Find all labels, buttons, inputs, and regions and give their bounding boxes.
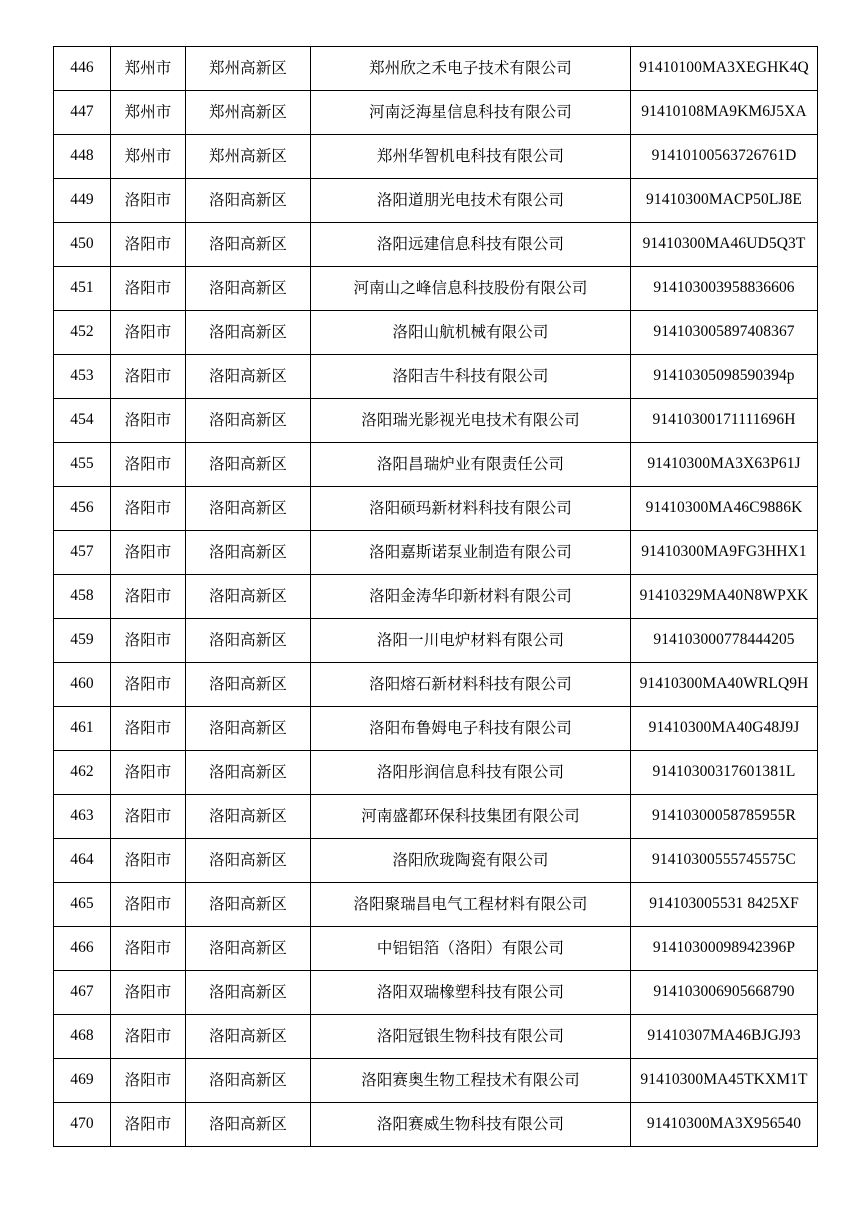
cell-credit-code: 914103003958836606: [631, 267, 818, 311]
cell-city: 洛阳市: [111, 399, 186, 443]
cell-city: 洛阳市: [111, 1059, 186, 1103]
cell-company-name: 河南山之峰信息科技股份有限公司: [311, 267, 631, 311]
cell-credit-code: 91410300058785955R: [631, 795, 818, 839]
cell-index: 458: [54, 575, 111, 619]
cell-city: 洛阳市: [111, 839, 186, 883]
cell-company-name: 洛阳瑞光影视光电技术有限公司: [311, 399, 631, 443]
cell-index: 467: [54, 971, 111, 1015]
cell-district: 洛阳高新区: [186, 751, 311, 795]
table-row: [54, 47, 818, 91]
cell-city: 洛阳市: [111, 971, 186, 1015]
cell-company-name: 郑州欣之禾电子技术有限公司: [311, 47, 631, 91]
cell-city: 郑州市: [111, 91, 186, 135]
cell-city: 洛阳市: [111, 531, 186, 575]
cell-index: 459: [54, 619, 111, 663]
cell-district: 洛阳高新区: [186, 1015, 311, 1059]
cell-district: 洛阳高新区: [186, 355, 311, 399]
cell-credit-code: 91410305098590394p: [631, 355, 818, 399]
cell-company-name: 河南泛海星信息科技有限公司: [311, 91, 631, 135]
cell-district: 洛阳高新区: [186, 179, 311, 223]
cell-company-name: 河南盛都环保科技集团有限公司: [311, 795, 631, 839]
cell-company-name: 洛阳一川电炉材料有限公司: [311, 619, 631, 663]
cell-district: 洛阳高新区: [186, 575, 311, 619]
cell-district: 郑州高新区: [186, 135, 311, 179]
cell-index: 456: [54, 487, 111, 531]
cell-company-name: 洛阳山航机械有限公司: [311, 311, 631, 355]
cell-district: 洛阳高新区: [186, 883, 311, 927]
cell-city: 洛阳市: [111, 311, 186, 355]
cell-company-name: 洛阳昌瑞炉业有限责任公司: [311, 443, 631, 487]
cell-company-name: 洛阳聚瑞昌电气工程材料有限公司: [311, 883, 631, 927]
table-row: [54, 839, 818, 883]
cell-district: 洛阳高新区: [186, 971, 311, 1015]
cell-city: 洛阳市: [111, 663, 186, 707]
cell-credit-code: 91410300098942396P: [631, 927, 818, 971]
cell-index: 448: [54, 135, 111, 179]
cell-index: 446: [54, 47, 111, 91]
cell-credit-code: 91410100MA3XEGHK4Q: [631, 47, 818, 91]
cell-index: 461: [54, 707, 111, 751]
cell-city: 洛阳市: [111, 487, 186, 531]
cell-company-name: 洛阳金涛华印新材料有限公司: [311, 575, 631, 619]
cell-company-name: 郑州华智机电科技有限公司: [311, 135, 631, 179]
cell-credit-code: 91410300MA40WRLQ9H: [631, 663, 818, 707]
cell-company-name: 洛阳布鲁姆电子科技有限公司: [311, 707, 631, 751]
cell-company-name: 洛阳赛威生物科技有限公司: [311, 1103, 631, 1147]
cell-company-name: 洛阳双瑞橡塑科技有限公司: [311, 971, 631, 1015]
table-row: [54, 1103, 818, 1147]
cell-company-name: 洛阳冠银生物科技有限公司: [311, 1015, 631, 1059]
cell-credit-code: 91410329MA40N8WPXK: [631, 575, 818, 619]
table-row: [54, 267, 818, 311]
cell-district: 郑州高新区: [186, 91, 311, 135]
cell-credit-code: 91410300MA9FG3HHX1: [631, 531, 818, 575]
cell-credit-code: 91410300MA40G48J9J: [631, 707, 818, 751]
table-row: [54, 311, 818, 355]
company-listing-table: [53, 46, 818, 1147]
cell-credit-code: 91410300317601381L: [631, 751, 818, 795]
cell-district: 洛阳高新区: [186, 1059, 311, 1103]
cell-index: 468: [54, 1015, 111, 1059]
cell-index: 452: [54, 311, 111, 355]
cell-city: 郑州市: [111, 47, 186, 91]
cell-credit-code: 91410300MA3X956540: [631, 1103, 818, 1147]
cell-credit-code: 91410108MA9KM6J5XA: [631, 91, 818, 135]
cell-city: 洛阳市: [111, 355, 186, 399]
table-row: [54, 707, 818, 751]
cell-district: 洛阳高新区: [186, 443, 311, 487]
cell-company-name: 洛阳欣珑陶瓷有限公司: [311, 839, 631, 883]
cell-credit-code: 91410300MA46UD5Q3T: [631, 223, 818, 267]
cell-city: 洛阳市: [111, 179, 186, 223]
table-row: [54, 795, 818, 839]
table-row: [54, 135, 818, 179]
cell-district: 洛阳高新区: [186, 707, 311, 751]
cell-index: 465: [54, 883, 111, 927]
cell-credit-code: 91410300555745575C: [631, 839, 818, 883]
cell-company-name: 洛阳远建信息科技有限公司: [311, 223, 631, 267]
cell-credit-code: 914103006905668790: [631, 971, 818, 1015]
cell-city: 洛阳市: [111, 223, 186, 267]
table-row: [54, 399, 818, 443]
table-row: [54, 487, 818, 531]
table-row: [54, 575, 818, 619]
cell-company-name: 洛阳吉牛科技有限公司: [311, 355, 631, 399]
cell-credit-code: 914103000778444205: [631, 619, 818, 663]
table-row: [54, 1015, 818, 1059]
cell-credit-code: 91410300MA3X63P61J: [631, 443, 818, 487]
cell-city: 洛阳市: [111, 927, 186, 971]
cell-index: 460: [54, 663, 111, 707]
cell-company-name: 洛阳赛奥生物工程技术有限公司: [311, 1059, 631, 1103]
cell-credit-code: 91410300MA46C9886K: [631, 487, 818, 531]
table-row: [54, 883, 818, 927]
cell-company-name: 洛阳嘉斯诺泵业制造有限公司: [311, 531, 631, 575]
cell-index: 466: [54, 927, 111, 971]
cell-district: 洛阳高新区: [186, 1103, 311, 1147]
cell-district: 洛阳高新区: [186, 223, 311, 267]
table-row: [54, 663, 818, 707]
cell-city: 洛阳市: [111, 1103, 186, 1147]
table-body: [54, 47, 818, 1147]
table-row: [54, 223, 818, 267]
cell-city: 洛阳市: [111, 751, 186, 795]
cell-city: 洛阳市: [111, 795, 186, 839]
table-row: [54, 751, 818, 795]
cell-index: 455: [54, 443, 111, 487]
table-row: [54, 91, 818, 135]
cell-city: 洛阳市: [111, 707, 186, 751]
cell-credit-code: 91410307MA46BJGJ93: [631, 1015, 818, 1059]
table-row: [54, 355, 818, 399]
cell-credit-code: 91410100563726761D: [631, 135, 818, 179]
cell-credit-code: 91410300MACP50LJ8E: [631, 179, 818, 223]
cell-index: 463: [54, 795, 111, 839]
cell-index: 454: [54, 399, 111, 443]
cell-district: 洛阳高新区: [186, 531, 311, 575]
table-row: [54, 619, 818, 663]
cell-index: 469: [54, 1059, 111, 1103]
cell-city: 洛阳市: [111, 575, 186, 619]
table-row: [54, 971, 818, 1015]
cell-index: 462: [54, 751, 111, 795]
cell-district: 洛阳高新区: [186, 487, 311, 531]
cell-index: 457: [54, 531, 111, 575]
cell-district: 洛阳高新区: [186, 399, 311, 443]
cell-index: 464: [54, 839, 111, 883]
cell-company-name: 中铝铝箔（洛阳）有限公司: [311, 927, 631, 971]
cell-district: 洛阳高新区: [186, 619, 311, 663]
cell-district: 洛阳高新区: [186, 839, 311, 883]
cell-index: 470: [54, 1103, 111, 1147]
cell-city: 洛阳市: [111, 267, 186, 311]
cell-index: 453: [54, 355, 111, 399]
cell-city: 洛阳市: [111, 619, 186, 663]
cell-company-name: 洛阳硕玛新材料科技有限公司: [311, 487, 631, 531]
cell-credit-code: 91410300MA45TKXM1T: [631, 1059, 818, 1103]
table-row: [54, 531, 818, 575]
cell-district: 洛阳高新区: [186, 267, 311, 311]
cell-city: 郑州市: [111, 135, 186, 179]
cell-district: 洛阳高新区: [186, 927, 311, 971]
cell-index: 450: [54, 223, 111, 267]
cell-city: 洛阳市: [111, 883, 186, 927]
cell-city: 洛阳市: [111, 443, 186, 487]
cell-company-name: 洛阳道朋光电技术有限公司: [311, 179, 631, 223]
cell-city: 洛阳市: [111, 1015, 186, 1059]
table-row: [54, 179, 818, 223]
company-listing-table-container: [53, 46, 817, 1147]
cell-district: 洛阳高新区: [186, 795, 311, 839]
cell-company-name: 洛阳熔石新材料科技有限公司: [311, 663, 631, 707]
cell-credit-code: 914103005897408367: [631, 311, 818, 355]
cell-index: 449: [54, 179, 111, 223]
cell-index: 451: [54, 267, 111, 311]
table-row: [54, 1059, 818, 1103]
table-row: [54, 927, 818, 971]
cell-district: 郑州高新区: [186, 47, 311, 91]
cell-district: 洛阳高新区: [186, 663, 311, 707]
cell-district: 洛阳高新区: [186, 311, 311, 355]
cell-credit-code: 914103005531 8425XF: [631, 883, 818, 927]
cell-credit-code: 91410300171111696H: [631, 399, 818, 443]
cell-company-name: 洛阳彤润信息科技有限公司: [311, 751, 631, 795]
table-row: [54, 443, 818, 487]
cell-index: 447: [54, 91, 111, 135]
